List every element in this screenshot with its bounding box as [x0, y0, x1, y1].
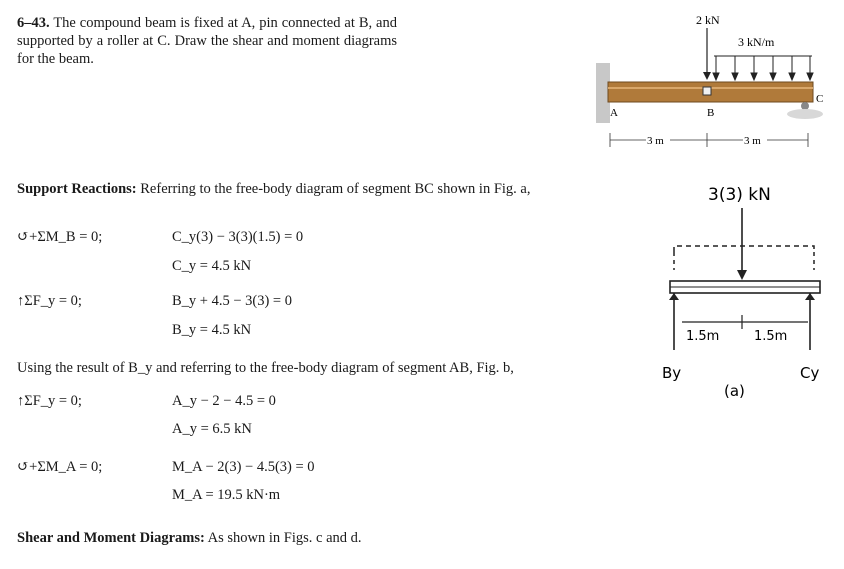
using-result-text: Using the result of B_y and referring to the free-body diagram of segment AB, Fig. b,	[17, 360, 514, 376]
by-label: By	[662, 364, 682, 382]
fbd-caption: (a)	[724, 382, 745, 400]
shear-moment-text: As shown in Figs. c and d.	[207, 530, 362, 546]
eq3-line2: A_y = 6.5 kN	[172, 421, 252, 437]
cy-label: Cy	[800, 364, 820, 382]
support-reactions-text: Referring to the free-body diagram of segment BC shown in Fig. a,	[140, 181, 531, 197]
shear-moment-paragraph	[17, 529, 362, 547]
support-reactions-paragraph	[17, 180, 547, 198]
eq1-label: ↺+ΣM_B = 0;	[17, 229, 103, 245]
problem-text: The compound beam is fixed at A, pin connected at B, and supported by a roller at C. Draw the shear and moment diagrams for the beam.	[17, 15, 397, 67]
dim-left-label: 3 m	[647, 135, 664, 147]
point-load-label: 2 kN	[696, 13, 720, 27]
eq3-label: ↑ΣF_y = 0;	[17, 393, 82, 409]
eq1-line1: C_y(3) − 3(3)(1.5) = 0	[172, 229, 304, 245]
dim-right-label: 3 m	[744, 135, 761, 147]
roller-ground	[787, 109, 823, 119]
eq4-line1: M_A − 2(3) − 4.5(3) = 0	[172, 459, 315, 475]
label-a: A	[610, 107, 618, 119]
problem-number: 6–43.	[17, 15, 50, 31]
fbd-dim-right: 1.5m	[754, 329, 788, 344]
eq2-line2: B_y = 4.5 kN	[172, 322, 252, 338]
label-b: B	[707, 107, 715, 119]
fbd-resultant-label: 3(3) kN	[708, 185, 771, 205]
fbd-figure	[650, 170, 840, 405]
support-reactions-heading: Support Reactions:	[17, 181, 137, 197]
shear-moment-heading: Shear and Moment Diagrams:	[17, 530, 205, 546]
eq4-line2: M_A = 19.5 kN·m	[172, 487, 281, 503]
eq4-label: ↺+ΣM_A = 0;	[17, 459, 103, 475]
dist-load-arrows	[713, 56, 813, 80]
dashed-load-box	[674, 246, 814, 252]
eq2-line1: B_y + 4.5 − 3(3) = 0	[172, 293, 292, 309]
eq3-line1: A_y − 2 − 4.5 = 0	[172, 393, 276, 409]
eq2-label: ↑ΣF_y = 0;	[17, 293, 82, 309]
fbd-dim-left: 1.5m	[686, 329, 720, 344]
beam-figure	[590, 8, 840, 158]
roller-c	[801, 102, 809, 110]
label-c: C	[816, 93, 824, 105]
problem-statement	[17, 14, 397, 68]
eq1-line2: C_y = 4.5 kN	[172, 258, 252, 274]
dist-load-label: 3 kN/m	[738, 35, 775, 49]
pin-b	[703, 87, 711, 95]
